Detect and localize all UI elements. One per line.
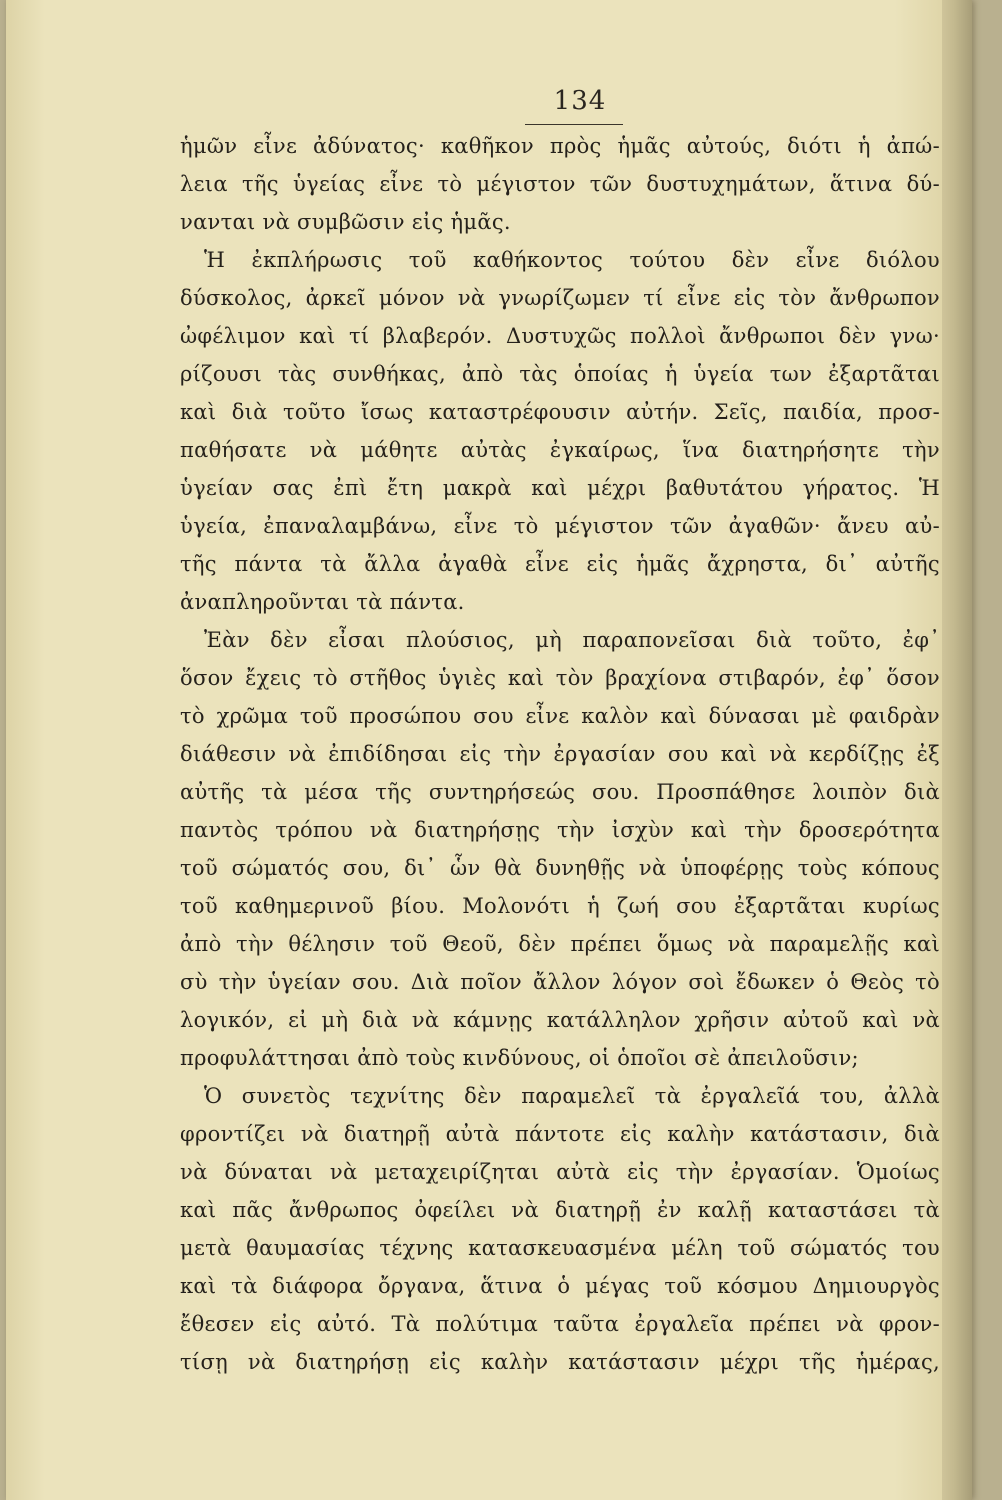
text-line: ρίζουσι τὰς συνθήκας, ἀπὸ τὰς ὁποίας ἡ ὑγεία των ἐξαρτᾶται [180, 362, 940, 386]
text-line: νὰ δύναται νὰ μεταχειρίζηται αὐτὰ εἰς τὴν ἐργασίαν. Ὁμοίως [180, 1160, 940, 1184]
text-line: διάθεσιν νὰ ἐπιδίδησαι εἰς τὴν ἐργασίαν σου καὶ νὰ κερδίζῃς ἐξ [180, 742, 940, 766]
text-line: παθήσατε νὰ μάθητε αὐτὰς ἐγκαίρως, ἵνα διατηρήσητε τὴν [180, 438, 940, 462]
page-edge-shadow [942, 0, 972, 1500]
text-line: λεια τῆς ὑγείας εἶνε τὸ μέγιστον τῶν δυστυχημάτων, ἅτινα δύ- [180, 172, 940, 196]
text-line: παντὸς τρόπου νὰ διατηρήσῃς τὴν ἰσχὺν καὶ τὴν δροσερότητα [180, 818, 940, 842]
text-line: τοῦ καθημερινοῦ βίου. Μολονότι ἡ ζωή σου ἐξαρτᾶται κυρίως [180, 894, 940, 918]
text-line: νανται νὰ συμβῶσιν εἰς ἡμᾶς. [180, 210, 511, 234]
text-line: ὠφέλιμον καὶ τί βλαβερόν. Δυστυχῶς πολλοὶ ἄνθρωποι δὲν γνω· [180, 324, 940, 348]
text-line: τὸ χρῶμα τοῦ προσώπου σου εἶνε καλὸν καὶ δύνασαι μὲ φαιδρὰν [180, 704, 940, 728]
text-line: φροντίζει νὰ διατηρῇ αὐτὰ πάντοτε εἰς καλὴν κατάστασιν, διὰ [180, 1122, 940, 1146]
text-line: ἡμῶν εἶνε ἀδύνατος· καθῆκον πρὸς ἡμᾶς αὐτούς, διότι ἡ ἀπώ- [180, 134, 940, 158]
text-line: Ὁ συνετὸς τεχνίτης δὲν παραμελεῖ τὰ ἐργαλεῖά του, ἀλλὰ [204, 1084, 940, 1108]
text-line: ὑγείαν σας ἐπὶ ἔτη μακρὰ καὶ μέχρι βαθυτάτου γήρατος. Ἡ [180, 476, 940, 500]
text-line: Ἡ ἐκπλήρωσις τοῦ καθήκοντος τούτου δὲν εἶνε διόλου [204, 248, 940, 272]
text-line: ὑγεία, ἐπαναλαμβάνω, εἶνε τὸ μέγιστον τῶν ἀγαθῶν· ἄνευ αὐ- [180, 514, 940, 538]
text-line: Ἐὰν δὲν εἶσαι πλούσιος, μὴ παραπονεῖσαι διὰ τοῦτο, ἐφ᾽ [204, 628, 940, 652]
text-line: προφυλάττησαι ἀπὸ τοὺς κινδύνους, οἱ ὁποῖοι σὲ ἀπειλοῦσιν; [180, 1046, 859, 1070]
text-line: τοῦ σώματός σου, δι᾽ ὧν θὰ δυνηθῇς νὰ ὑποφέρῃς τοὺς κόπους [180, 856, 940, 880]
text-line: μετὰ θαυμασίας τέχνης κατασκευασμένα μέλη τοῦ σώματός του [180, 1236, 940, 1260]
text-line: σὺ τὴν ὑγείαν σου. Διὰ ποῖον ἄλλον λόγον σοὶ ἔδωκεν ὁ Θεὸς τὸ [180, 970, 940, 994]
text-line: αὐτῆς τὰ μέσα τῆς συντηρήσεώς σου. Προσπάθησε λοιπὸν διὰ [180, 780, 940, 804]
page-number: 134 [553, 86, 607, 116]
text-line: δύσκολος, ἀρκεῖ μόνον νὰ γνωρίζωμεν τί εἶνε εἰς τὸν ἄνθρωπον [180, 286, 940, 310]
text-line: ὅσον ἔχεις τὸ στῆθος ὑγιὲς καὶ τὸν βραχίονα στιβαρόν, ἐφ᾽ ὅσον [180, 666, 940, 690]
text-line: ἀναπληροῦνται τὰ πάντα. [180, 590, 465, 614]
text-line: καὶ διὰ τοῦτο ἴσως καταστρέφουσιν αὐτήν. Σεῖς, παιδία, προσ- [180, 400, 940, 424]
text-line: καὶ τὰ διάφορα ὄργανα, ἅτινα ὁ μέγας τοῦ κόσμου Δημιουργὸς [180, 1274, 940, 1298]
text-line: καὶ πᾶς ἄνθρωπος ὀφείλει νὰ διατηρῇ ἐν καλῇ καταστάσει τὰ [180, 1198, 940, 1222]
text-line: ἔθεσεν εἰς αὐτό. Τὰ πολύτιμα ταῦτα ἐργαλεῖα πρέπει νὰ φρον- [180, 1312, 940, 1336]
text-line: τῆς πάντα τὰ ἄλλα ἀγαθὰ εἶνε εἰς ἡμᾶς ἄχρηστα, δι᾽ αὐτῆς [180, 552, 940, 576]
text-line: ἀπὸ τὴν θέλησιν τοῦ Θεοῦ, δὲν πρέπει ὅμως νὰ παραμελῇς καὶ [180, 932, 940, 956]
text-line: τίσῃ νὰ διατηρήσῃ εἰς καλὴν κατάστασιν μέχρι τῆς ἡμέρας, [180, 1350, 940, 1374]
text-line: λογικόν, εἰ μὴ διὰ νὰ κάμνῃς κατάλληλον χρῆσιν αὐτοῦ καὶ νὰ [180, 1008, 940, 1032]
body-text [180, 127, 940, 1381]
page-number-underline [525, 124, 623, 125]
